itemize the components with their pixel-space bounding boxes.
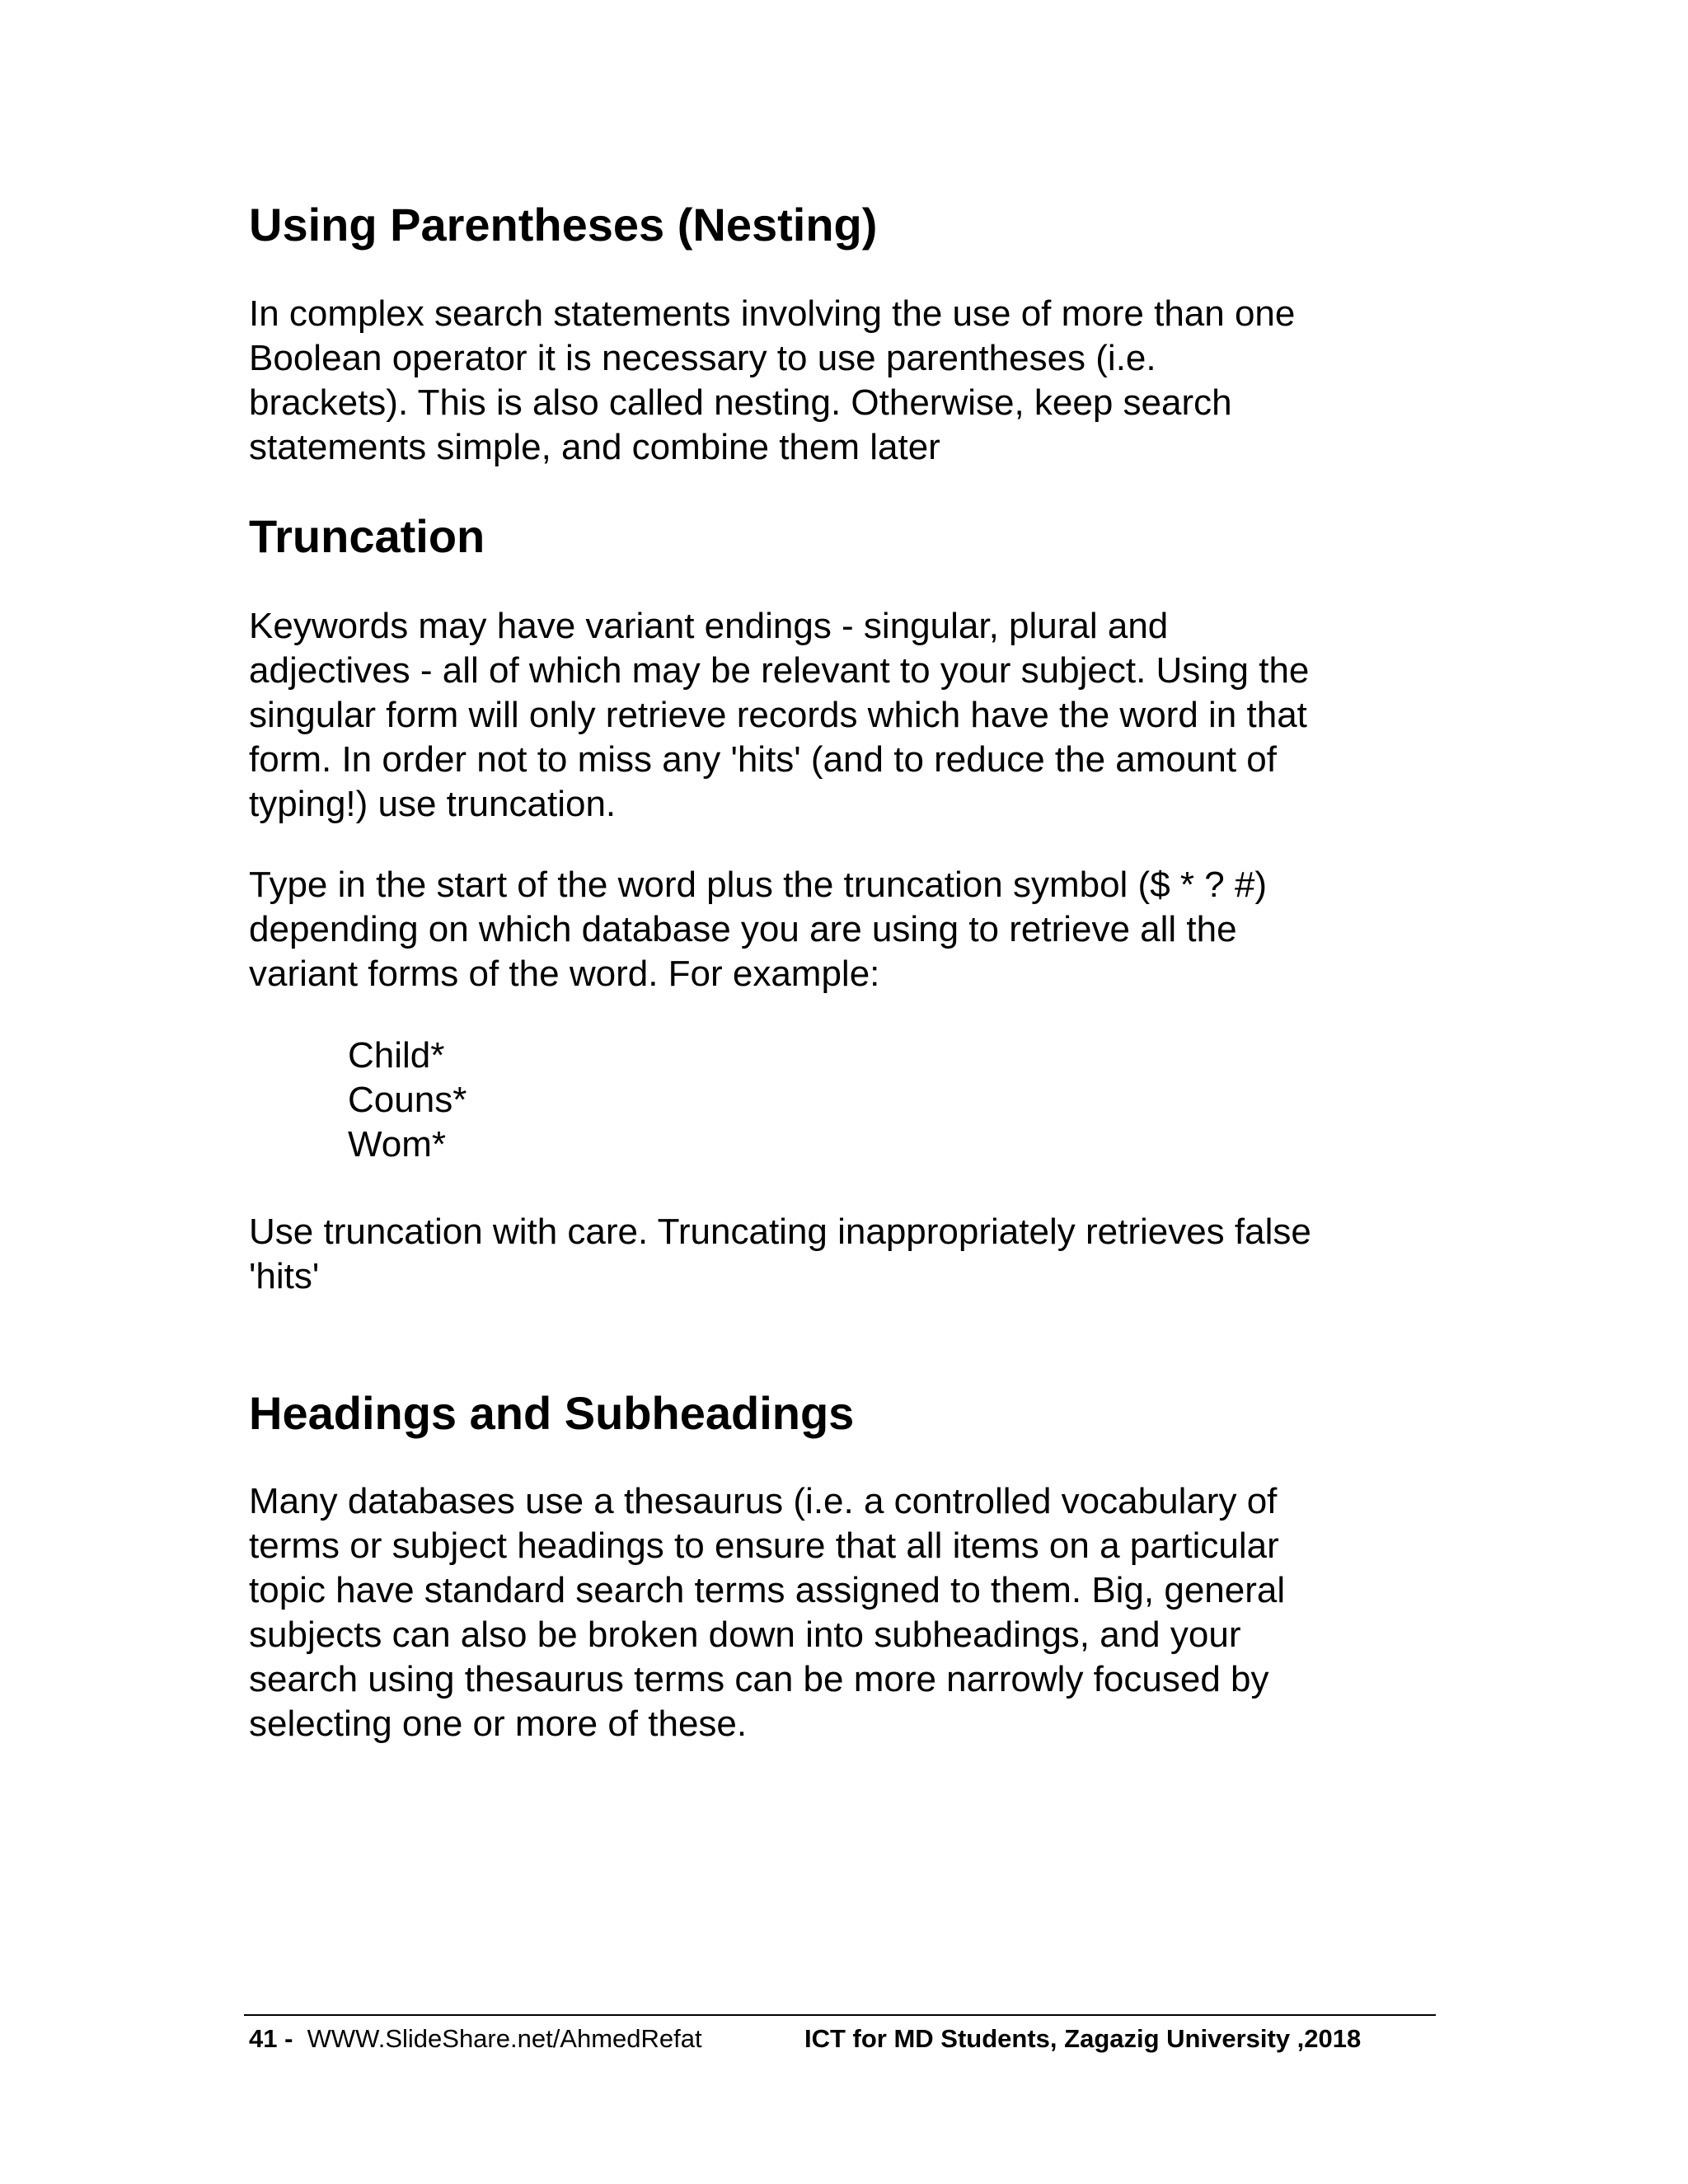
example-item: Couns* [348,1080,467,1120]
text-line: topic have standard search terms assigned to them. Big, general [249,1570,1286,1610]
text-line: Use truncation with care. Truncating inappropriately retrieves false [249,1212,1311,1252]
example-item: Wom* [348,1124,446,1165]
footer-source-link: WWW.SlideShare.net/AhmedRefat [307,2024,702,2053]
example-item: Child* [348,1035,445,1076]
footer-course: ICT for MD Students, Zagazig University ,2018 [804,2024,1362,2053]
paragraph-truncation-intro [249,604,1452,827]
text-line: subjects can also be broken down into subheadings, and your [249,1615,1241,1655]
text-line: Type in the start of the word plus the truncation symbol ($ * ? #) [249,865,1268,905]
text-line: adjectives - all of which may be relevant to your subject. Using the [249,650,1310,691]
heading-headings-subheadings: Headings and Subheadings [249,1387,855,1439]
text-line: singular form will only retrieve records which have the word in that [249,695,1307,735]
text-line: terms or subject headings to ensure that all items on a particular [249,1526,1279,1566]
text-line: typing!) use truncation. [249,784,617,824]
text-line: variant forms of the word. For example: [249,954,880,994]
text-line: Boolean operator it is necessary to use parentheses (i.e. [249,338,1156,378]
paragraph-nesting [249,292,1452,470]
paragraph-truncation-symbol [249,863,1452,996]
text-line: depending on which database you are using to retrieve all the [249,909,1237,949]
text-line: 'hits' [249,1256,320,1296]
footer-left [249,2022,702,2055]
page-number: 41 - [249,2024,293,2053]
text-line: form. In order not to miss any 'hits' (and to reduce the amount of [249,739,1277,780]
heading-truncation: Truncation [249,510,485,562]
truncation-examples [348,1033,467,1167]
text-line: selecting one or more of these. [249,1704,748,1744]
paragraph-thesaurus [249,1479,1452,1746]
footer-divider [244,2014,1436,2016]
text-line: search using thesaurus terms can be more narrowly focused by [249,1659,1269,1699]
text-line: statements simple, and combine them later [249,427,940,467]
paragraph-truncation-care [249,1210,1452,1299]
text-line: In complex search statements involving the use of more than one [249,293,1296,334]
text-line: brackets). This is also called nesting. Otherwise, keep search [249,382,1232,423]
heading-using-parentheses: Using Parentheses (Nesting) [249,199,878,251]
text-line: Many databases use a thesaurus (i.e. a controlled vocabulary of [249,1481,1278,1521]
text-line: Keywords may have variant endings - singular, plural and [249,606,1169,646]
